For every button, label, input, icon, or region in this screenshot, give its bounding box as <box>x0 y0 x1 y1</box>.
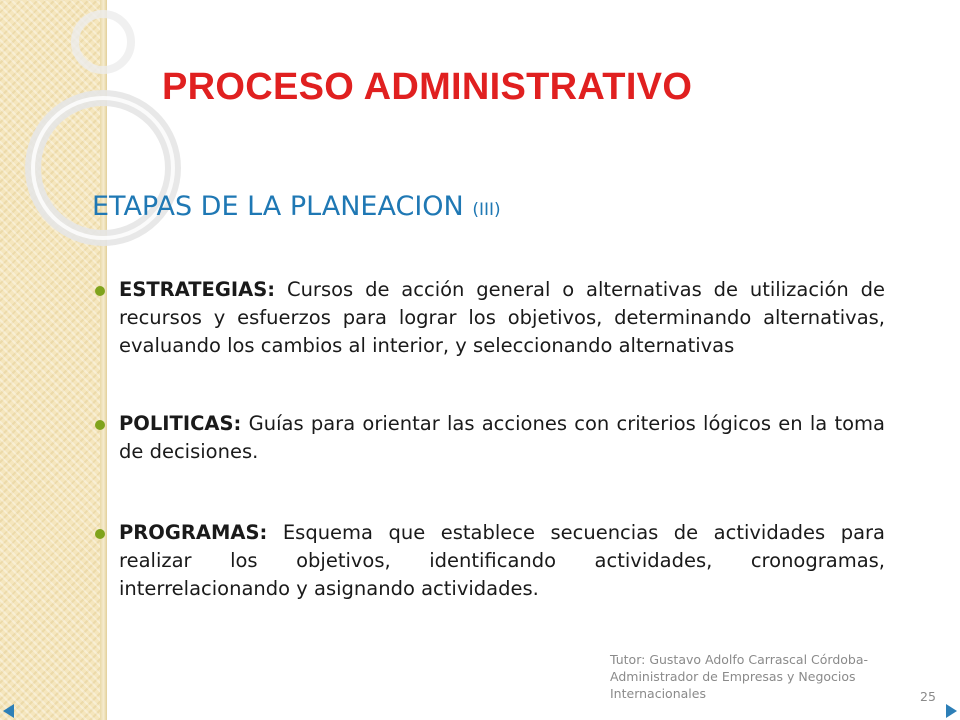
bullet-term: ESTRATEGIAS: <box>119 278 276 301</box>
footer-line-2: Administrador de Empresas y Negocios <box>610 669 856 684</box>
bullet-term: PROGRAMAS: <box>119 521 268 544</box>
triangle-right-icon[interactable] <box>946 704 957 718</box>
slide-subtitle <box>92 191 501 222</box>
bullet-item-politicas <box>95 410 885 466</box>
bullet-list <box>95 276 885 603</box>
subtitle-text: ETAPAS DE LA PLANEACION <box>92 191 464 222</box>
bullet-item-estrategias <box>95 276 885 360</box>
footer-line-1: Tutor: Gustavo Adolfo Carrascal Córdoba- <box>610 652 869 667</box>
bullet-text: Esquema que establece secuencias de actividades para realizar los objetivos, identificando actividades, cronogramas, interrelacionando y asignando actividades. <box>119 521 885 600</box>
subtitle-suffix: (III) <box>472 200 501 220</box>
footer-credit <box>610 651 900 702</box>
circle-bullet-icon <box>95 529 105 539</box>
circle-bullet-icon <box>95 420 105 430</box>
bullet-text: Cursos de acción general o alternativas de utilización de recursos y esfuerzos para lograr los objetivos, determinando alternativas, evaluando los cambios al interior, y seleccionando alternativas <box>119 278 885 357</box>
footer-line-3: Internacionales <box>610 686 706 701</box>
bullet-text: Guías para orientar las acciones con criterios lógicos en la toma de decisiones. <box>119 412 885 463</box>
bullet-term: POLITICAS: <box>119 412 242 435</box>
page-number: 25 <box>920 689 936 704</box>
slide-title: PROCESO ADMINISTRATIVO <box>162 66 693 108</box>
bullet-item-programas <box>95 519 885 603</box>
triangle-left-icon[interactable] <box>3 704 14 718</box>
circle-bullet-icon <box>95 286 105 296</box>
